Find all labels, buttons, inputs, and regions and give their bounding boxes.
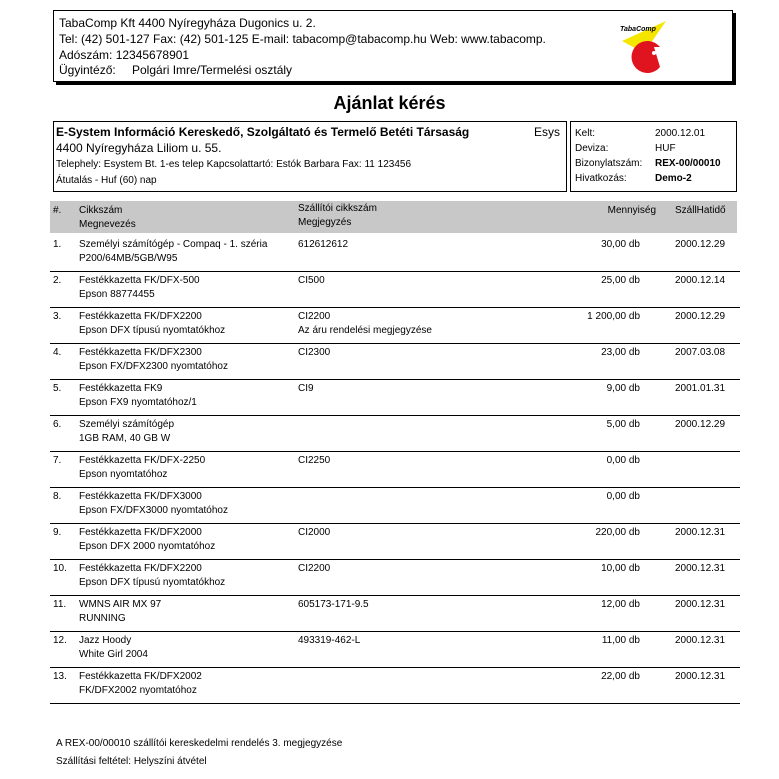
item-deadline: 2000.12.29: [675, 419, 726, 430]
item-description: Epson FX/DFX2300 nyomtatóhoz: [79, 361, 228, 372]
header-num: #.: [53, 205, 62, 216]
item-quantity: 1 200,00 db: [587, 311, 640, 322]
row-number: 12.: [53, 635, 67, 646]
company-logo: [614, 19, 674, 77]
item-description: Epson 88774455: [79, 289, 155, 300]
supplier-item-no: CI2250: [298, 455, 331, 466]
item-deadline: 2000.12.31: [675, 671, 726, 682]
supplier-item-no: CI2200: [298, 311, 331, 322]
item-name: Festékkazetta FK/DFX2200: [79, 311, 202, 322]
item-quantity: 25,00 db: [601, 275, 640, 286]
item-name: Festékkazetta FK/DFX-2250: [79, 455, 206, 466]
item-description: FK/DFX2002 nyomtatóhoz: [79, 685, 197, 696]
row-number: 4.: [53, 347, 62, 358]
item-quantity: 0,00 db: [606, 491, 640, 502]
meta-label: Deviza:: [575, 143, 609, 154]
item-description: 1GB RAM, 40 GB W: [79, 433, 171, 444]
item-description: Epson FX/DFX3000 nyomtatóhoz: [79, 505, 228, 516]
row-number: 6.: [53, 419, 62, 430]
meta-label: Kelt:: [575, 128, 596, 139]
item-name: Festékkazetta FK/DFX3000: [79, 491, 202, 502]
item-deadline: 2000.12.31: [675, 527, 726, 538]
table-row: [50, 632, 740, 668]
table-body: [50, 236, 740, 704]
table-row: [50, 488, 740, 524]
item-name: WMNS AIR MX 97: [79, 599, 162, 610]
item-quantity: 10,00 db: [601, 563, 640, 574]
item-description: Epson DFX típusú nyomtatókhoz: [79, 325, 226, 336]
table-row: [50, 308, 740, 344]
row-number: 1.: [53, 239, 62, 250]
item-name: Festékkazetta FK/DFX2002: [79, 671, 202, 682]
meta-row-currency: [575, 143, 676, 154]
item-quantity: 11,00 db: [601, 635, 640, 646]
item-deadline: 2007.03.08: [675, 347, 726, 358]
document-meta-box: [570, 121, 737, 192]
handler-value: Polgári Imre/Termelési osztály: [132, 63, 293, 77]
meta-label: Hivatkozás:: [575, 173, 627, 184]
handler-label: Ügyintéző:: [59, 63, 116, 77]
item-quantity: 23,00 db: [601, 347, 640, 358]
row-number: 3.: [53, 311, 62, 322]
supplier-item-no: 605173-171-9.5: [298, 599, 369, 610]
item-deadline: 2000.12.29: [675, 311, 726, 322]
logo-text: TabaComp: [620, 26, 656, 33]
meta-value: Demo-2: [655, 173, 692, 184]
item-deadline: 2000.12.31: [675, 635, 726, 646]
header-deadline: SzállHatidő: [675, 205, 726, 216]
row-number: 2.: [53, 275, 62, 286]
table-row: [50, 380, 740, 416]
company-header-box: [53, 10, 733, 82]
item-description: Epson FX9 nyomtatóhoz/1: [79, 397, 197, 408]
item-quantity: 9,00 db: [606, 383, 640, 394]
header-supplier-no: Szállítói cikkszám: [298, 203, 377, 214]
header-quantity: Mennyiség: [607, 205, 656, 216]
table-row: [50, 668, 740, 704]
company-name-line: TabaComp Kft 4400 Nyíregyháza Dugonics u. 2.: [59, 16, 316, 30]
meta-row-reference: [575, 173, 692, 184]
item-name: Jazz Hoody: [79, 635, 132, 646]
row-number: 10.: [53, 563, 67, 574]
meta-value: HUF: [655, 143, 676, 154]
header-name: Megnevezés: [79, 219, 136, 230]
item-quantity: 22,00 db: [601, 671, 640, 682]
item-quantity: 0,00 db: [606, 455, 640, 466]
supplier-item-no: 612612612: [298, 239, 349, 250]
item-deadline: 2000.12.14: [675, 275, 726, 286]
row-number: 8.: [53, 491, 62, 502]
customer-address: 4400 Nyíregyháza Liliom u. 55.: [56, 141, 222, 155]
footer-delivery-terms: Szállítási feltétel: Helyszíni átvétel: [56, 756, 207, 767]
table-row: [50, 452, 740, 488]
row-number: 9.: [53, 527, 62, 538]
item-name: Személyi számítógép - Compaq - 1. széria: [79, 239, 268, 250]
item-deadline: 2000.12.31: [675, 563, 726, 574]
table-header: [50, 201, 737, 233]
item-quantity: 220,00 db: [595, 527, 640, 538]
item-description: Epson DFX 2000 nyomtatóhoz: [79, 541, 216, 552]
document-title: Ajánlat kérés: [333, 93, 446, 113]
supplier-item-no: CI2300: [298, 347, 331, 358]
meta-value: REX-00/00010: [655, 158, 721, 169]
item-description: Epson nyomtatóhoz: [79, 469, 168, 480]
customer-site-line: Telephely: Esystem Bt. 1-es telep Kapcsolattartó: Estók Barbara Fax: 11 123456: [56, 159, 412, 170]
footer-note: A REX-00/00010 szállítói kereskedelmi rendelés 3. megjegyzése: [56, 738, 343, 749]
table-row: [50, 560, 740, 596]
item-name: Festékkazetta FK/DFX2200: [79, 563, 202, 574]
customer-payment: Átutalás - Huf (60) nap: [56, 175, 157, 186]
company-contact-line: Tel: (42) 501-127 Fax: (42) 501-125 E-mail: tabacomp@tabacomp.hu Web: www.tabacomp.: [59, 32, 546, 46]
item-deadline: 2001.01.31: [675, 383, 726, 394]
item-name: Festékkazetta FK/DFX-500: [79, 275, 200, 286]
item-name: Személyi számítógép: [79, 419, 175, 430]
item-quantity: 12,00 db: [601, 599, 640, 610]
item-deadline: 2000.12.31: [675, 599, 726, 610]
meta-row-doc-number: [575, 158, 721, 169]
table-row: [50, 236, 740, 272]
row-number: 13.: [53, 671, 67, 682]
customer-name: E-System Információ Kereskedő, Szolgáltató és Termelő Betéti Társaság: [56, 125, 470, 139]
supplier-item-no: CI500: [298, 275, 325, 286]
item-description: P200/64MB/5GB/W95: [79, 253, 178, 264]
supplier-item-no: CI2200: [298, 563, 331, 574]
item-description: Epson DFX típusú nyomtatókhoz: [79, 577, 226, 588]
table-row: [50, 524, 740, 560]
meta-value: 2000.12.01: [655, 128, 706, 139]
table-row: [50, 272, 740, 308]
table-row: [50, 344, 740, 380]
row-number: 7.: [53, 455, 62, 466]
header-note: Megjegyzés: [298, 217, 352, 228]
customer-short-name: Esys: [533, 125, 560, 139]
table-row: [50, 596, 740, 632]
meta-row-date: [575, 128, 705, 139]
customer-box: [53, 121, 567, 192]
item-note: Az áru rendelési megjegyzése: [298, 325, 432, 336]
supplier-item-no: CI2000: [298, 527, 331, 538]
item-name: Festékkazetta FK/DFX2300: [79, 347, 202, 358]
supplier-item-no: CI9: [298, 383, 314, 394]
item-description: White Girl 2004: [79, 649, 148, 660]
supplier-item-no: 493319-462-L: [298, 635, 361, 646]
row-number: 5.: [53, 383, 62, 394]
header-item-no: Cikkszám: [79, 205, 123, 216]
row-number: 11.: [53, 599, 67, 610]
item-name: Festékkazetta FK/DFX2000: [79, 527, 202, 538]
item-quantity: 5,00 db: [606, 419, 640, 430]
item-quantity: 30,00 db: [601, 239, 640, 250]
item-name: Festékkazetta FK9: [79, 383, 163, 394]
item-description: RUNNING: [79, 613, 126, 624]
item-deadline: 2000.12.29: [675, 239, 726, 250]
table-row: [50, 416, 740, 452]
meta-label: Bizonylatszám:: [575, 158, 643, 169]
company-tax-line: Adószám: 12345678901: [59, 48, 190, 62]
